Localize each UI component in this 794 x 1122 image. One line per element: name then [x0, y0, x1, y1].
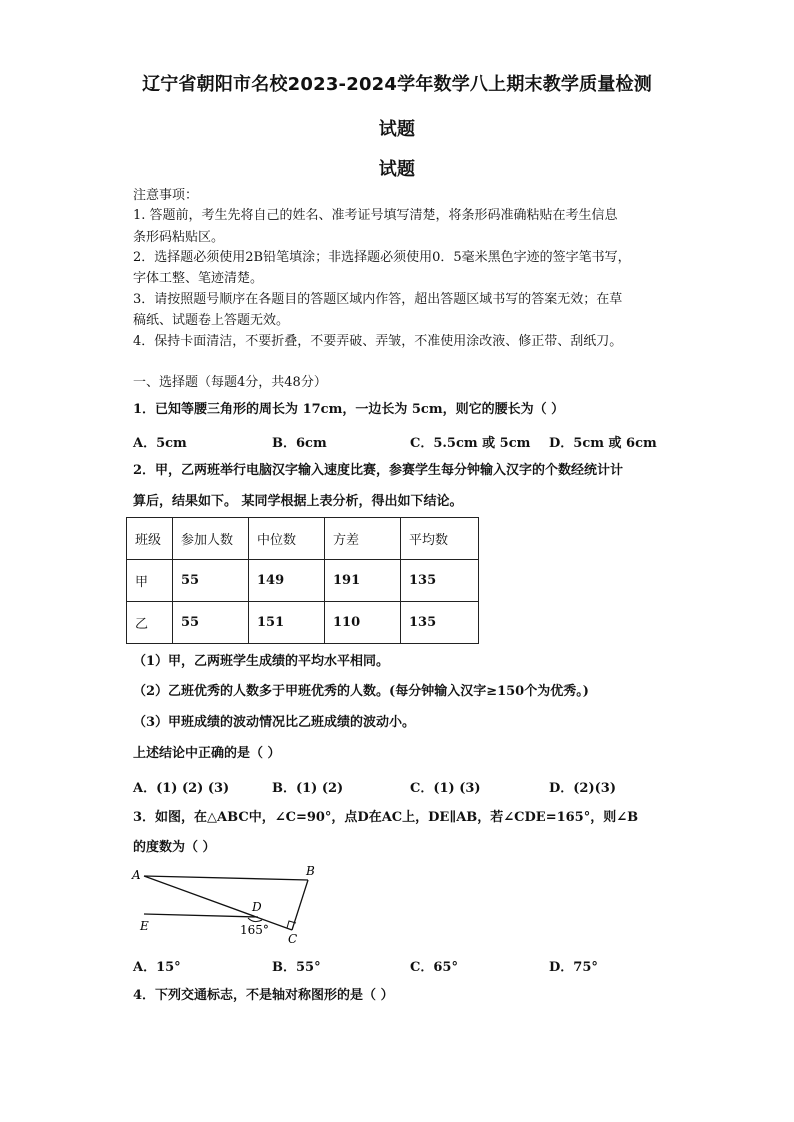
option-c: C．5.5cm 或 5cm: [410, 436, 531, 451]
option-c: C．(1) (3): [410, 781, 481, 796]
label-e: E: [140, 919, 149, 933]
angle-label: 165°: [240, 923, 269, 937]
table-cell: 149: [249, 560, 325, 602]
question-1-stem: 1．已知等腰三角形的周长为 17cm，一边长为 5cm，则它的腰长为（ ）: [133, 402, 565, 417]
table-header-cell: 班级: [127, 518, 173, 560]
table-header-cell: 中位数: [249, 518, 325, 560]
question-2-options: [133, 777, 673, 795]
notice-line: 3．请按照题号顺序在各题目的答题区域内作答，超出答题区域书写的答案无效；在草: [133, 292, 623, 307]
page-title: 辽宁省朝阳市名校2023-2024学年数学八上期末教学质量检测: [142, 74, 652, 95]
table-cell: 甲: [127, 560, 173, 602]
table-header-row: [127, 518, 479, 560]
question-4-stem: 4．下列交通标志，不是轴对称图形的是（ ）: [133, 988, 394, 1003]
option-b: B．55°: [272, 960, 321, 975]
section-heading: 一、选择题（每题4分，共48分）: [133, 375, 327, 390]
table-cell: 151: [249, 602, 325, 644]
table-cell: 110: [325, 602, 401, 644]
table-header-cell: 参加人数: [173, 518, 249, 560]
notice-line: 条形码粘贴区。: [133, 230, 225, 245]
notice-line: 4．保持卡面清洁，不要折叠，不要弄破、弄皱，不准使用涂改液、修正带、刮纸刀。: [133, 334, 623, 349]
option-d: D．(2)(3): [549, 781, 616, 796]
table-header-cell: 平均数: [401, 518, 479, 560]
question-3-stem-cont: 的度数为（ ）: [133, 840, 216, 855]
line-de: [144, 914, 258, 917]
option-c: C．65°: [410, 960, 458, 975]
conclusion-3: （3）甲班成绩的波动情况比乙班成绩的波动小。: [133, 715, 416, 730]
line-ab: [144, 876, 308, 880]
notice-heading: 注意事项：: [133, 188, 199, 203]
question-3-options: [133, 956, 673, 974]
page-subtitle-repeat: 试题: [378, 159, 416, 180]
stats-table: [126, 517, 479, 644]
page-subtitle: 试题: [378, 119, 416, 140]
label-c: C: [288, 932, 298, 946]
conclusion-2: （2）乙班优秀的人数多于甲班优秀的人数。(每分钟输入汉字≥150个为优秀。): [133, 684, 589, 699]
table-header-cell: 方差: [325, 518, 401, 560]
question-2-stem: 2．甲，乙两班举行电脑汉字输入速度比赛，参赛学生每分钟输入汉字的个数经统计计: [133, 463, 624, 478]
table-cell: 55: [173, 602, 249, 644]
option-a: A．(1) (2) (3): [133, 781, 230, 796]
option-a: A．5cm: [133, 436, 187, 451]
notice-line: 稿纸、试题卷上答题无效。: [133, 313, 290, 328]
label-a: A: [132, 868, 141, 882]
table-cell: 55: [173, 560, 249, 602]
label-d: D: [252, 900, 262, 914]
table-row: [127, 560, 479, 602]
table-cell: 135: [401, 560, 479, 602]
option-b: B．6cm: [272, 436, 327, 451]
table-cell: 191: [325, 560, 401, 602]
question-2-prompt: 上述结论中正确的是（ ）: [133, 746, 281, 761]
option-b: B．(1) (2): [272, 781, 344, 796]
question-1-options: [133, 432, 673, 450]
table-cell: 乙: [127, 602, 173, 644]
notice-line: 字体工整、笔迹清楚。: [133, 271, 264, 286]
conclusion-1: （1）甲，乙两班学生成绩的平均水平相同。: [133, 654, 390, 669]
table-cell: 135: [401, 602, 479, 644]
table-row: [127, 602, 479, 644]
line-ac: [144, 876, 292, 930]
notice-line: 1. 答题前，考生先将自己的姓名、准考证号填写清楚，将条形码准确粘贴在考生信息: [133, 208, 618, 223]
option-a: A．15°: [133, 960, 181, 975]
question-2-stem-cont: 算后，结果如下。 某同学根据上表分析，得出如下结论。: [133, 494, 463, 509]
label-b: B: [306, 864, 315, 878]
option-d: D．75°: [549, 960, 598, 975]
notice-line: 2．选择题必须使用2B铅笔填涂；非选择题必须使用0．5毫米黑色字迹的签字笔书写，: [133, 250, 631, 265]
option-d: D．5cm 或 6cm: [549, 436, 657, 451]
triangle-figure: [130, 864, 320, 946]
question-3-stem: 3．如图，在△ABC中，∠C=90°，点D在AC上，DE∥AB，若∠CDE=165°，则∠B: [133, 810, 639, 825]
